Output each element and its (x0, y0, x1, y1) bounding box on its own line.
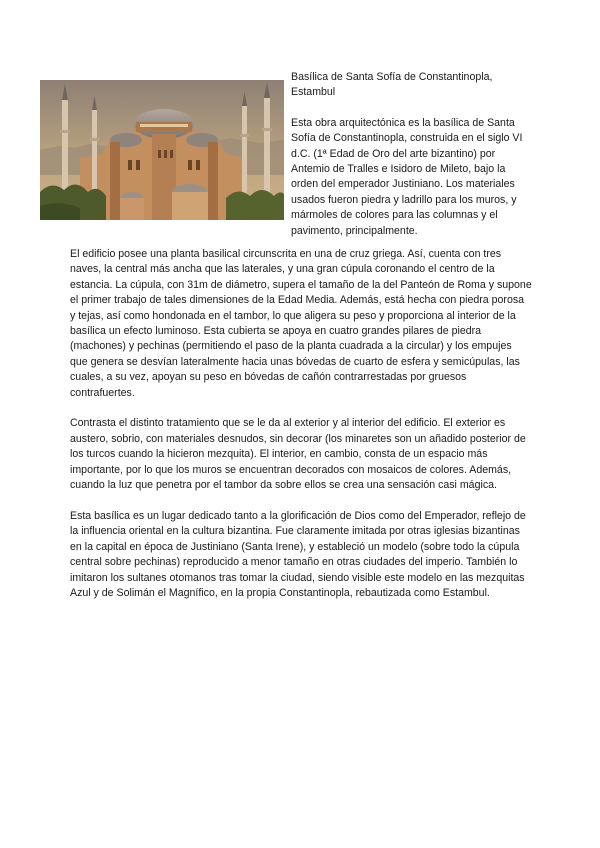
intro-paragraph: Esta obra arquitectónica es la basílica de Santa Sofía de Constantinopla, construida en el siglo VI d.C. (1ª Edad de Oro del arte bizantino) por Antemio de Tralles e Isidoro de Mileto, bajo la orden del emperador Justiniano. Los materiales usados fueron piedra y ladrillo para los muros, y mármoles de colores para las columnas y el pavimento, principalmente. (291, 116, 523, 237)
paragraph-influence: Esta basílica es un lugar dedicado tanto a la glorificación de Dios como del Emperador, reflejo de la influencia oriental en la cultura bizantina. Fue claramente imitada por otras iglesias bizantinas en la capital en época de Justiniano (Santa Irene), y estableció un modelo (sobre todo la cúpula central sobre pechinas) reproducido a menor tamaño en otras ciudades del imperio. También lo imitaron los sultanes otomanos tras tomar la ciudad, siendo visible este modelo en las mezquitas Azul y de Solimán el Magnífico, en la propia Constantinopla, rebautizada como Estambul. (70, 509, 526, 599)
sidebar-text (291, 70, 531, 239)
paragraph-structure: El edificio posee una planta basilical circunscrita en una de cruz griega. Así, cuenta con tres naves, la central más ancha que las laterales, y una gran cúpula coronando el centro de la estancia. La cúpula, con 31m de diámetro, supera el tamaño de la del Panteón de Roma y supone el primer trabajo de tales dimensiones de la Edad Media. Además, está hecha con piedra porosa y tejas, así como hondonada en el tambor, lo que aligera su peso y proporciona al interior de la basílica un efecto luminoso. Esta cubierta se apoya en cuatro grandes pilares de piedra (machones) y pechinas (permitiendo el paso de la planta cuadrada a la circular) y los empujes que genera se desvían lateralmente hacia unas bóvedas de cuarto de esfera y semicúpulas, las cuales, a su vez, apoyan su peso en bóvedas de cañón contrarrestadas por gruesos contrafuertes. (70, 248, 532, 399)
photo-hagia-sophia-illustration (40, 80, 284, 220)
photo-hagia-sophia (40, 80, 284, 220)
document-title: Basílica de Santa Sofía de Constantinopla, Estambul (291, 71, 493, 99)
paragraph-contrast: Contrasta el distinto tratamiento que se le da al exterior y al interior del edificio. El exterior es austero, sobrio, con materiales desnudos, sin decorar (los minaretes son un añadido posterior de los turcos cuando la hicieron mezquita). El interior, en cambio, consta de un espacio más importante, por lo que los muros se encuentran decorados con mosaicos de colores. Además, cuando la luz que penetra por el tambor da sobre ellos se crea una sensación casi mágica. (70, 417, 526, 492)
document-body (70, 247, 532, 617)
